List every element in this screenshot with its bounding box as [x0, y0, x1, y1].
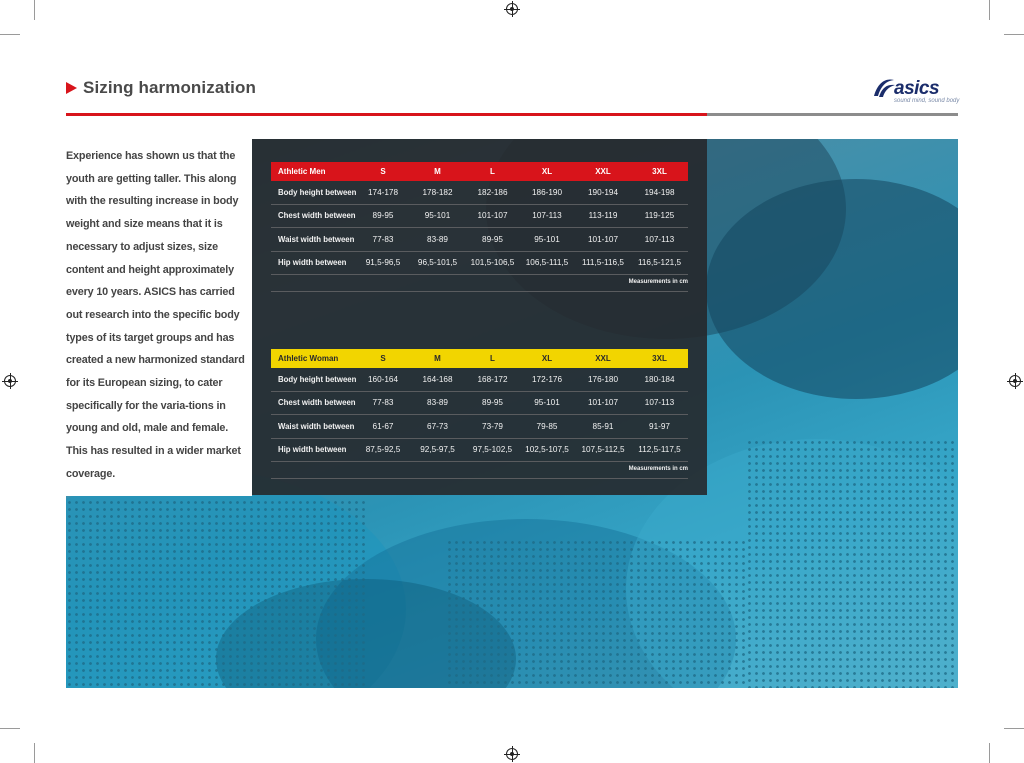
- table-cell: 178-182: [409, 181, 466, 204]
- registration-mark-icon: [506, 3, 518, 15]
- row-label: Chest width between: [271, 204, 357, 228]
- page-header: [66, 78, 256, 98]
- registration-mark-icon: [1009, 375, 1021, 387]
- table-cell: 83-89: [409, 391, 466, 415]
- crop-mark: [989, 0, 990, 20]
- size-header: XL: [541, 354, 553, 363]
- table-row: [271, 368, 688, 391]
- women-table-title: Athletic Woman: [278, 354, 339, 363]
- table-cell: 101-107: [575, 228, 631, 252]
- table-cell: 95-101: [519, 391, 575, 415]
- table-row: [271, 228, 688, 252]
- table-row: [271, 391, 688, 415]
- title-arrow-icon: [66, 82, 77, 94]
- size-header: 3XL: [652, 354, 667, 363]
- table-cell: 180-184: [631, 368, 688, 391]
- crop-mark: [34, 743, 35, 763]
- table-cell: 61-67: [357, 415, 409, 439]
- women-size-table: [271, 349, 688, 462]
- logo-tagline: sound mind, sound body: [894, 98, 960, 104]
- table-cell: 182-186: [466, 181, 519, 204]
- table-cell: 95-101: [409, 204, 466, 228]
- table-cell: 106,5-111,5: [519, 251, 575, 275]
- table-cell: 102,5-107,5: [519, 438, 575, 462]
- crop-mark: [1004, 34, 1024, 35]
- table-cell: 164-168: [409, 368, 466, 391]
- table-cell: 87,5-92,5: [357, 438, 409, 462]
- size-header: M: [434, 354, 441, 363]
- row-label: Waist width between: [271, 228, 357, 252]
- row-label: Hip width between: [271, 251, 357, 275]
- table-row: [271, 415, 688, 439]
- table-cell: 89-95: [357, 204, 409, 228]
- table-cell: 89-95: [466, 228, 519, 252]
- size-header: L: [490, 167, 495, 176]
- size-header: 3XL: [652, 167, 667, 176]
- table-cell: 85-91: [575, 415, 631, 439]
- size-header: XXL: [595, 354, 611, 363]
- crop-mark: [0, 728, 20, 729]
- table-cell: 107,5-112,5: [575, 438, 631, 462]
- women-table-header: [271, 349, 688, 368]
- women-table-end-rule: [271, 478, 688, 479]
- table-row: [271, 204, 688, 228]
- table-row: [271, 438, 688, 462]
- men-table-header: [271, 162, 688, 181]
- table-cell: 77-83: [357, 391, 409, 415]
- crop-mark: [34, 0, 35, 20]
- table-cell: 83-89: [409, 228, 466, 252]
- size-header: S: [380, 167, 386, 176]
- header-rule-red: [66, 113, 707, 116]
- intro-paragraph: Experience has shown us that the youth are getting taller. This along with the resulting increase in body weight and size means that it is necessary to adjust sizes, size content and height approximately every 10 years. ASICS has carried out research into the specific body types of its target groups and has created a new harmonized standard for its European sizing, to cater specifically for the varia-tions in young and old, male and female. This has resulted in a wider market coverage.: [66, 150, 245, 480]
- table-cell: 186-190: [519, 181, 575, 204]
- table-cell: 91,5-96,5: [357, 251, 409, 275]
- header-rule-grey: [707, 113, 958, 116]
- row-label: Chest width between: [271, 391, 357, 415]
- crop-mark: [1004, 728, 1024, 729]
- men-size-table: [271, 162, 688, 275]
- table-cell: 92,5-97,5: [409, 438, 466, 462]
- table-cell: 107-113: [631, 228, 688, 252]
- table-cell: 101-107: [466, 204, 519, 228]
- table-cell: 113-119: [575, 204, 631, 228]
- table-cell: 194-198: [631, 181, 688, 204]
- table-cell: 172-176: [519, 368, 575, 391]
- table-cell: 111,5-116,5: [575, 251, 631, 275]
- registration-mark-icon: [4, 375, 16, 387]
- asics-stripes-icon: [872, 76, 896, 100]
- women-measurement-note: Measurements in cm: [628, 466, 688, 472]
- table-cell: 119-125: [631, 204, 688, 228]
- row-label: Waist width between: [271, 415, 357, 439]
- table-cell: 107-113: [519, 204, 575, 228]
- table-cell: 174-178: [357, 181, 409, 204]
- table-cell: 101,5-106,5: [466, 251, 519, 275]
- table-cell: 67-73: [409, 415, 466, 439]
- table-row: [271, 181, 688, 204]
- registration-mark-icon: [506, 748, 518, 760]
- row-label: Body height between: [271, 181, 357, 204]
- men-table-end-rule: [271, 291, 688, 292]
- table-cell: 168-172: [466, 368, 519, 391]
- row-label: Body height between: [271, 368, 357, 391]
- size-header: S: [380, 354, 386, 363]
- page-title: Sizing harmonization: [83, 78, 256, 97]
- table-cell: 77-83: [357, 228, 409, 252]
- table-row: [271, 251, 688, 275]
- row-label: Hip width between: [271, 438, 357, 462]
- table-cell: 101-107: [575, 391, 631, 415]
- table-cell: 79-85: [519, 415, 575, 439]
- table-cell: 107-113: [631, 391, 688, 415]
- table-cell: 73-79: [466, 415, 519, 439]
- asics-logo: [872, 76, 962, 110]
- crop-mark: [0, 34, 20, 35]
- table-cell: 176-180: [575, 368, 631, 391]
- size-header: L: [490, 354, 495, 363]
- table-cell: 160-164: [357, 368, 409, 391]
- size-header: M: [434, 167, 441, 176]
- table-cell: 190-194: [575, 181, 631, 204]
- table-cell: 96,5-101,5: [409, 251, 466, 275]
- logo-wordmark: asics: [894, 78, 940, 99]
- table-cell: 116,5-121,5: [631, 251, 688, 275]
- table-cell: 112,5-117,5: [631, 438, 688, 462]
- size-header: XXL: [595, 167, 611, 176]
- intro-box: [58, 139, 252, 496]
- table-cell: 91-97: [631, 415, 688, 439]
- table-cell: 89-95: [466, 391, 519, 415]
- table-cell: 97,5-102,5: [466, 438, 519, 462]
- men-table-title: Athletic Men: [278, 167, 326, 176]
- size-header: XL: [541, 167, 553, 176]
- crop-mark: [989, 743, 990, 763]
- table-cell: 95-101: [519, 228, 575, 252]
- men-measurement-note: Measurements in cm: [628, 279, 688, 285]
